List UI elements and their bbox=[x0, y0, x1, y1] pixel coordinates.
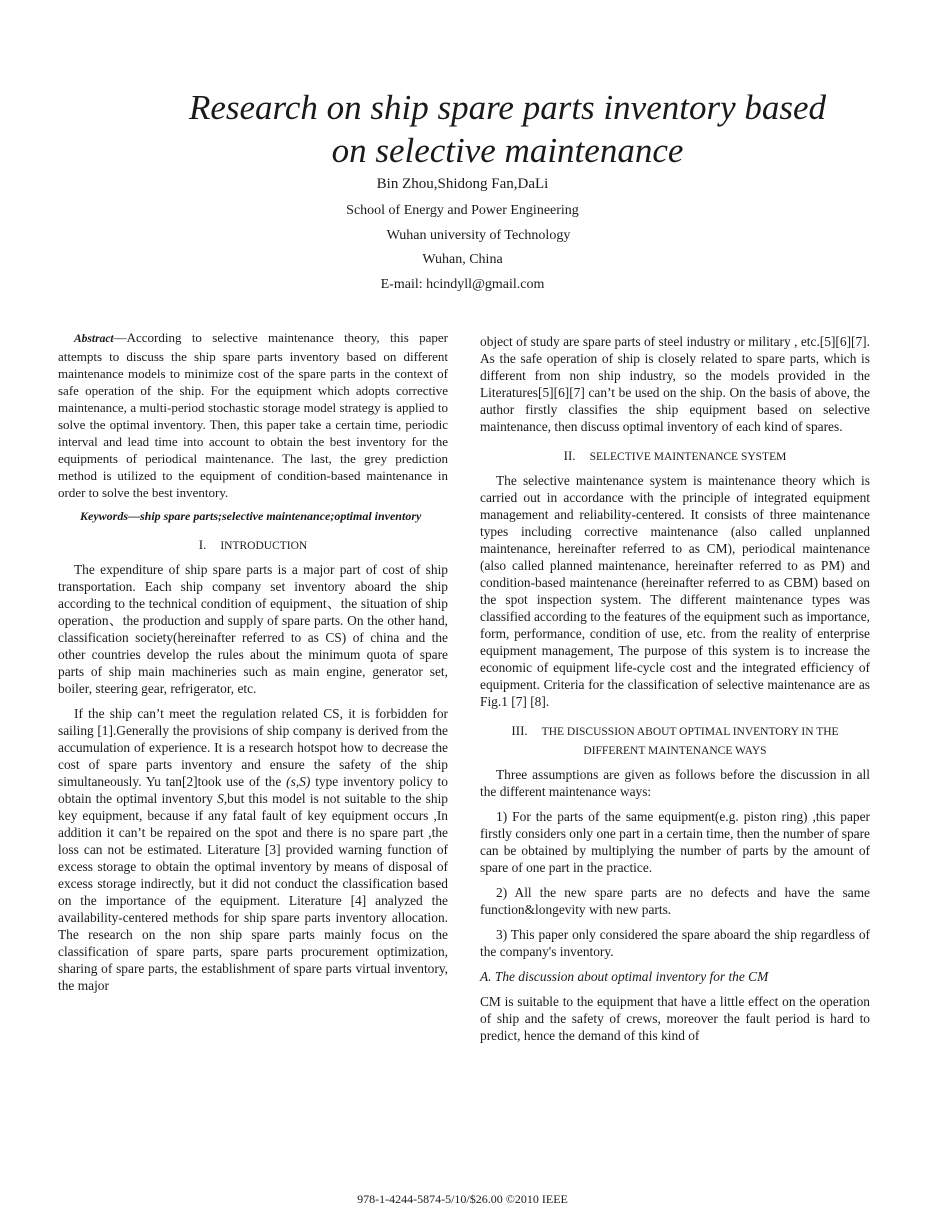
section-1-heading bbox=[58, 536, 448, 555]
section-3-title-line-1: THE DISCUSSION ABOUT OPTIMAL INVENTORY IN THE bbox=[541, 726, 839, 738]
section-3-intro: Three assumptions are given as follows before the discussion in all the different maintenance ways: bbox=[480, 767, 870, 799]
paragraph-2-part-b: type inventory policy to obtain the optimal inventory bbox=[58, 774, 448, 806]
assumption-2: 2) All the new spare parts are no defects and have the same function&longevity with new parts. bbox=[480, 885, 870, 917]
section-1-paragraph-2 bbox=[58, 705, 448, 994]
abstract-text: —According to selective maintenance theory, this paper attempts to discuss the ship spare parts inventory based on different maintenance models to minimize cost of the spare parts in the context of safe operation of the ship. For the equipment which adopts corrective maintenance, a multi-period stochastic storage model strategy is applied to solve the optimal inventory. Then, this paper take a certain time, periodic interval and lead time into account to obtain the best inventory for the equipments of periodical maintenance. The last, the grey prediction method is utilized to the equipment of condition-based maintenance in order to solve the best inventory. bbox=[58, 330, 448, 500]
affiliation-email: E-mail: hcindyll@gmail.com bbox=[380, 277, 545, 292]
title-line-1: Research on ship spare parts inventory based bbox=[188, 88, 827, 127]
right-column bbox=[480, 333, 870, 1052]
footer-copyright: 978-1-4244-5874-5/10/$26.00 ©2010 IEEE bbox=[357, 1192, 568, 1206]
affiliation-city: Wuhan, China bbox=[422, 252, 503, 267]
section-1-paragraph-1: The expenditure of ship spare parts is a major part of cost of ship transportation. Each ship company set inventory aboard the ship according to the technical condition of equipment、the situation of ship operation、the production and supply of spare parts. On the other hand, classification society(hereinafter referred to as CS) of china and the other countries develop the rules about the minimum quota of spare parts of ship main machineries such as main engine, generator set, boiler, steering gear, refrigerator, etc. bbox=[58, 562, 448, 696]
left-column bbox=[58, 329, 448, 1002]
affiliation-university: Wuhan university of Technology bbox=[386, 228, 571, 243]
abstract bbox=[58, 329, 448, 501]
keywords: Keywords—ship spare parts;selective maintenance;optimal inventory bbox=[80, 509, 422, 523]
subsection-a-text: CM is suitable to the equipment that have a little effect on the operation of ship and the safety of crews, moreover the fault period is hard to predict, hence the demand of this kind of bbox=[480, 994, 870, 1043]
section-3-heading bbox=[480, 722, 870, 760]
section-2-heading bbox=[480, 447, 870, 466]
subsection-a-heading: A. The discussion about optimal inventory for the CM bbox=[480, 969, 769, 984]
math-S: S bbox=[217, 791, 224, 806]
section-3-number: III. bbox=[511, 723, 528, 738]
paragraph-2-part-a: If the ship can’t meet the regulation related CS, it is forbidden for sailing [1].Generally the provisions of ship company is derived from the accumulation of experience. It is a research hotspot how to decrease the cost of spare parts inventory and ensure the safety of the ship simultaneously. Yu tan[2]took use of the bbox=[58, 706, 448, 789]
assumption-1: 1) For the parts of the same equipment(e.g. piston ring) ,this paper firstly considers only one part in a certain time, then the number of spare can be obtained by multiplying the number of parts by the amount of spare of one part in the practice. bbox=[480, 809, 870, 875]
math-s-S: (s,S) bbox=[286, 774, 311, 789]
paragraph-2-part-c: ,but this model is not suitable to the ship key equipment, because if any fatal fault of key equipment occurs ,In addition it can’t be repaired on the spot and there is no spare part ,the loss can not be estimated. Literature [3] provided warning function of excess storage to obtain the optimal inventory by means of disposal of excess storage indirectly, but it did not conduct the classification based on the importance of the equipment. Literature [4] analyzed the availability-centered methods for ship spare parts inventory allocation. The research on the non ship spare parts mainly focus on the classification of spare parts, spare parts procurement optimization, sharing of spare parts, the establishment of spare parts virtual inventory, the major bbox=[58, 791, 448, 993]
affiliation-school: School of Energy and Power Engineering bbox=[346, 203, 579, 218]
section-2-number: II. bbox=[563, 448, 576, 463]
section-3-title-line-2: DIFFERENT MAINTENANCE WAYS bbox=[583, 745, 767, 757]
section-2-title: SELECTIVE MAINTENANCE SYSTEM bbox=[589, 451, 787, 463]
section-1-title: INTRODUCTION bbox=[220, 540, 308, 552]
title-line-2: on selective maintenance bbox=[331, 131, 684, 170]
assumption-3: 3) This paper only considered the spare aboard the ship regardless of the company's inventory. bbox=[480, 927, 870, 959]
section-2-paragraph-1: The selective maintenance system is maintenance theory which is carried out in accordance with the principle of integrated equipment management and reliability-centered. It consists of three maintenance types including corrective maintenance (also called unplanned maintenance, hereinafter referred to as CM), periodical maintenance (also called planned maintenance, hereinafter referred to as PM) and condition-based maintenance (hereinafter referred to as CBM) based on the spot inspection system. The different maintenance types was classified according to the features of the equipment such as importance, form, performance, condition of use, etc. from the reality of enterprise equipment management, The purpose of this system is to increase the economic of equipment life-cycle cost and the integrated efficiency of equipment. Criteria for the classification of selective maintenance are as Fig.1 [7] [8]. bbox=[480, 473, 870, 709]
authors: Bin Zhou,Shidong Fan,DaLi bbox=[376, 176, 549, 192]
abstract-label: Abstract bbox=[74, 333, 114, 345]
paper-title bbox=[140, 86, 875, 172]
section-1-continuation: object of study are spare parts of steel industry or military , etc.[5][6][7]. As the safe operation of ship is closely related to spare parts, which is different from non ship industry, so the models provided in the Literatures[5][6][7] can’t be used on the ship. On the basis of above, the author firstly classifies the ship equipment based on selective maintenance, then discuss optimal inventory of each kind of spares. bbox=[480, 334, 870, 434]
section-1-number: I. bbox=[198, 537, 207, 552]
